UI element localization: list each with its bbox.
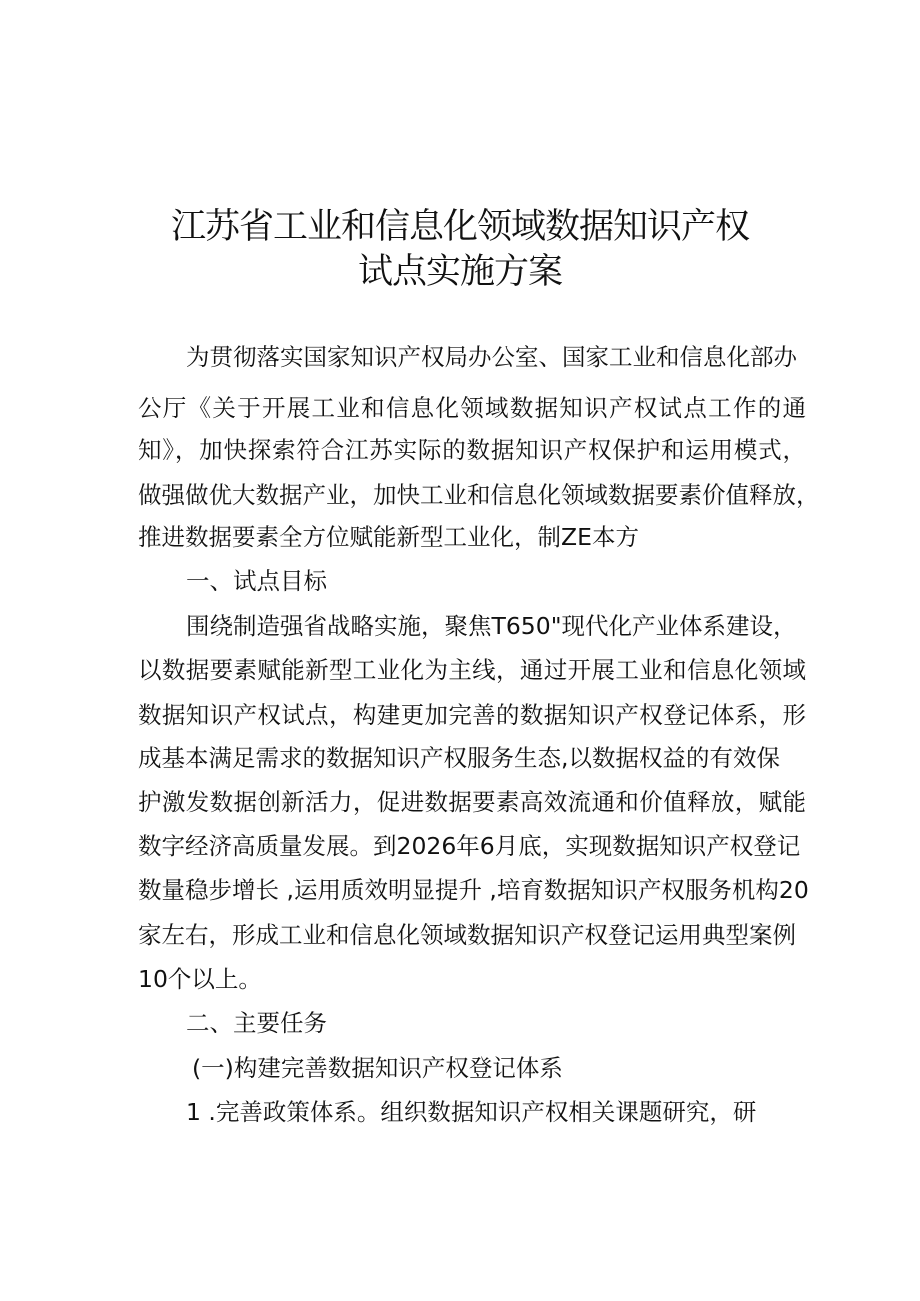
section-body-line: 10个以上。 (138, 965, 262, 993)
section-body-line: 围绕制造强省战略实施，聚焦T650"现代化产业体系建设， (186, 612, 797, 640)
section-heading-tasks: 二、主要任务 (186, 1009, 327, 1037)
subsection-heading: (一)构建完善数据知识产权登记体系 (192, 1054, 563, 1082)
section-body-line: 数据知识产权试点，构建更加完善的数据知识产权登记体系，形 (138, 701, 806, 729)
section-body-line: 数字经济高质量发展。到2026年6月底，实现数据知识产权登记 (138, 832, 801, 860)
section-body-line: 以数据要素赋能新型工业化为主线，通过开展工业和信息化领域 (138, 656, 806, 684)
intro-paragraph-line: 公厅《关于开展工业和信息化领域数据知识产权试点工作的通 (138, 394, 806, 422)
document-title-line-1: 江苏省工业和信息化领域数据知识产权 (170, 207, 749, 247)
intro-paragraph-line: 推进数据要素全方位赋能新型工业化，制ZE本方 (138, 523, 639, 551)
section-body-line: 成基本满足需求的数据知识产权服务生态,以数据权益的有效保 (138, 744, 780, 772)
section-body-line: 数量稳步增长 ,运用质效明显提升 ,培育数据知识产权服务机构20 (138, 876, 809, 904)
section-body-line: 家左右，形成工业和信息化领域数据知识产权登记运用典型案例 (138, 921, 796, 949)
intro-paragraph-line: 知》，加快探索符合江苏实际的数据知识产权保护和运用模式， (138, 436, 806, 464)
intro-paragraph-line: 为贯彻落实国家知识产权局办公室、国家工业和信息化部办 (186, 343, 797, 371)
task-item-line: 1 .完善政策体系。组织数据知识产权相关课题研究，研 (186, 1098, 757, 1126)
section-heading-goals: 一、试点目标 (186, 567, 327, 595)
intro-paragraph-line: 做强做优大数据产业，加快工业和信息化领域数据要素价值释放， (138, 481, 820, 509)
document-title-line-2: 试点实施方案 (357, 252, 562, 292)
section-body-line: 护激发数据创新活力，促进数据要素高效流通和价值释放，赋能 (138, 788, 806, 816)
